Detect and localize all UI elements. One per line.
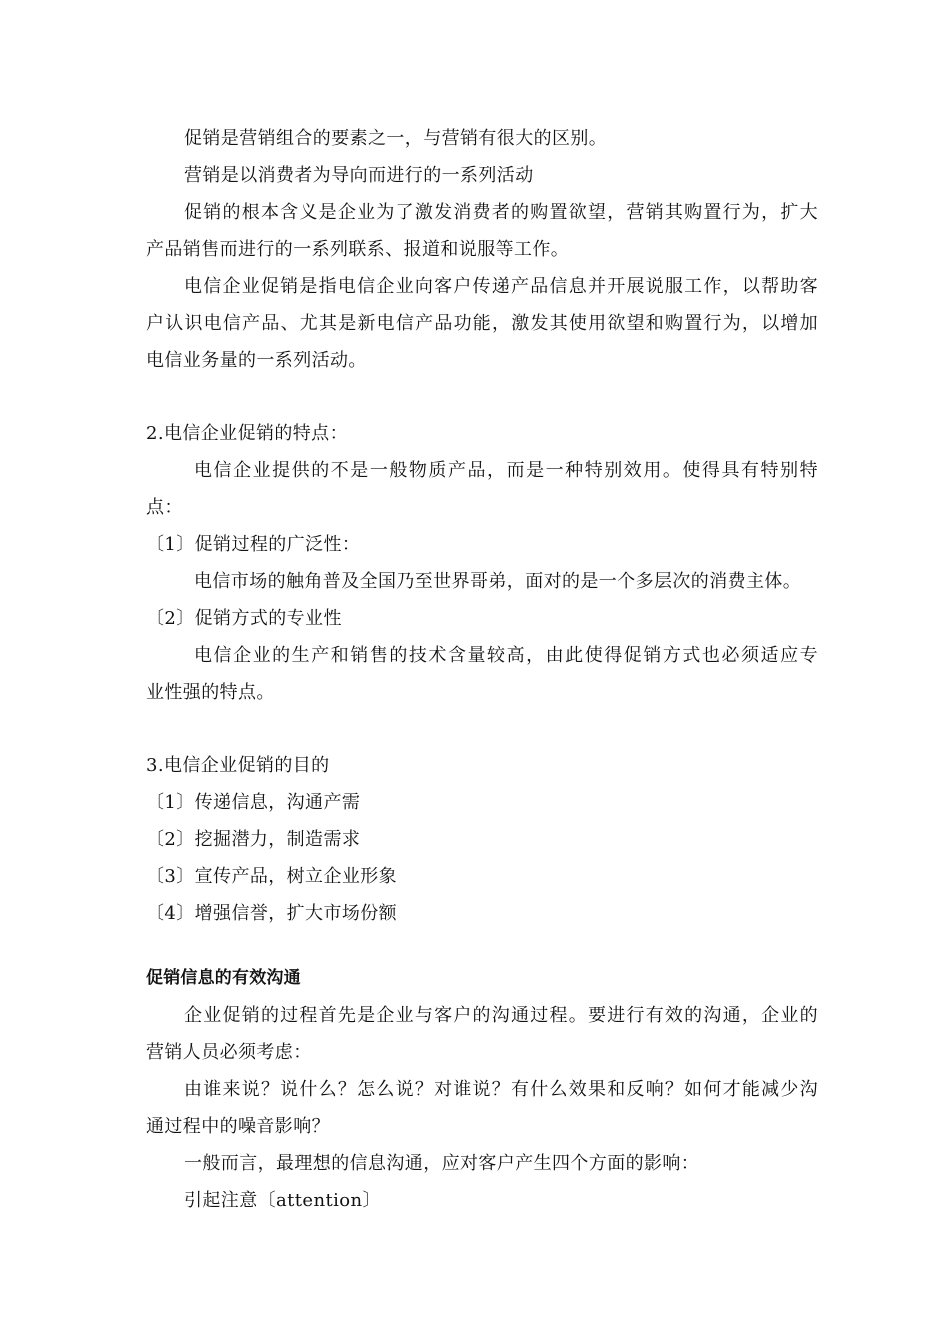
section-heading-features: 2.电信企业促销的特点： xyxy=(146,423,348,444)
paragraph-promotion-meaning-line1: 促销的根本含义是企业为了激发消费者的购置欲望，营销其购置行为，扩大 xyxy=(184,202,818,223)
paragraph-communication-line2: 营销人员必须考虑： xyxy=(146,1042,312,1063)
goal-item-2: 〔2〕挖掘潜力，制造需求 xyxy=(146,829,361,850)
paragraph-attention: 引起注意〔attention〕 xyxy=(184,1190,381,1211)
feature-item-2-title: 〔2〕促销方式的专业性 xyxy=(146,608,342,629)
paragraph-four-effects: 一般而言，最理想的信息沟通，应对客户产生四个方面的影响： xyxy=(184,1153,700,1174)
document-page xyxy=(146,120,818,1219)
paragraph-marketing-definition: 营销是以消费者为导向而进行的一系列活动 xyxy=(184,165,534,186)
paragraph-telecom-promotion-line1: 电信企业促销是指电信企业向客户传递产品信息并开展说服工作，以帮助客 xyxy=(184,276,818,297)
goal-item-3: 〔3〕宣传产品，树立企业形象 xyxy=(146,866,398,887)
paragraph-questions-line2: 通过程中的噪音影响？ xyxy=(146,1116,330,1137)
paragraph-features-intro-line2: 点： xyxy=(146,497,183,518)
section-heading-goals: 3.电信企业促销的目的 xyxy=(146,755,330,776)
paragraph-features-intro-line1: 电信企业提供的不是一般物质产品，而是一种特别效用。使得具有特别特 xyxy=(194,460,818,481)
spacer xyxy=(146,379,818,415)
spacer xyxy=(146,711,818,747)
paragraph-telecom-promotion-line3: 电信业务量的一系列活动。 xyxy=(146,350,367,371)
feature-item-1-title: 〔1〕促销过程的广泛性： xyxy=(146,534,361,555)
paragraph-promotion-meaning-line2: 产品销售而进行的一系列联系、报道和说服等工作。 xyxy=(146,239,570,260)
spacer xyxy=(146,932,818,960)
goal-item-4: 〔4〕增强信誉，扩大市场份额 xyxy=(146,903,398,924)
paragraph-telecom-promotion-line2: 户认识电信产品、尤其是新电信产品功能，激发其使用欲望和购置行为，以增加 xyxy=(146,313,818,334)
paragraph-promotion-definition: 促销是营销组合的要素之一，与营销有很大的区别。 xyxy=(184,128,608,149)
paragraph-communication-line1: 企业促销的过程首先是企业与客户的沟通过程。要进行有效的沟通，企业的 xyxy=(184,1005,818,1026)
section-heading-communication: 促销信息的有效沟通 xyxy=(146,968,301,988)
paragraph-questions-line1: 由谁来说？说什么？怎么说？对谁说？有什么效果和反响？如何才能减少沟 xyxy=(184,1079,818,1100)
goal-item-1: 〔1〕传递信息，沟通产需 xyxy=(146,792,361,813)
feature-item-2-text-line1: 电信企业的生产和销售的技术含量较高，由此使得促销方式也必须适应专 xyxy=(194,645,818,666)
feature-item-2-text-line2: 业性强的特点。 xyxy=(146,682,275,703)
feature-item-1-text: 电信市场的触角普及全国乃至世界哥弟，面对的是一个多层次的消费主体。 xyxy=(194,571,802,592)
